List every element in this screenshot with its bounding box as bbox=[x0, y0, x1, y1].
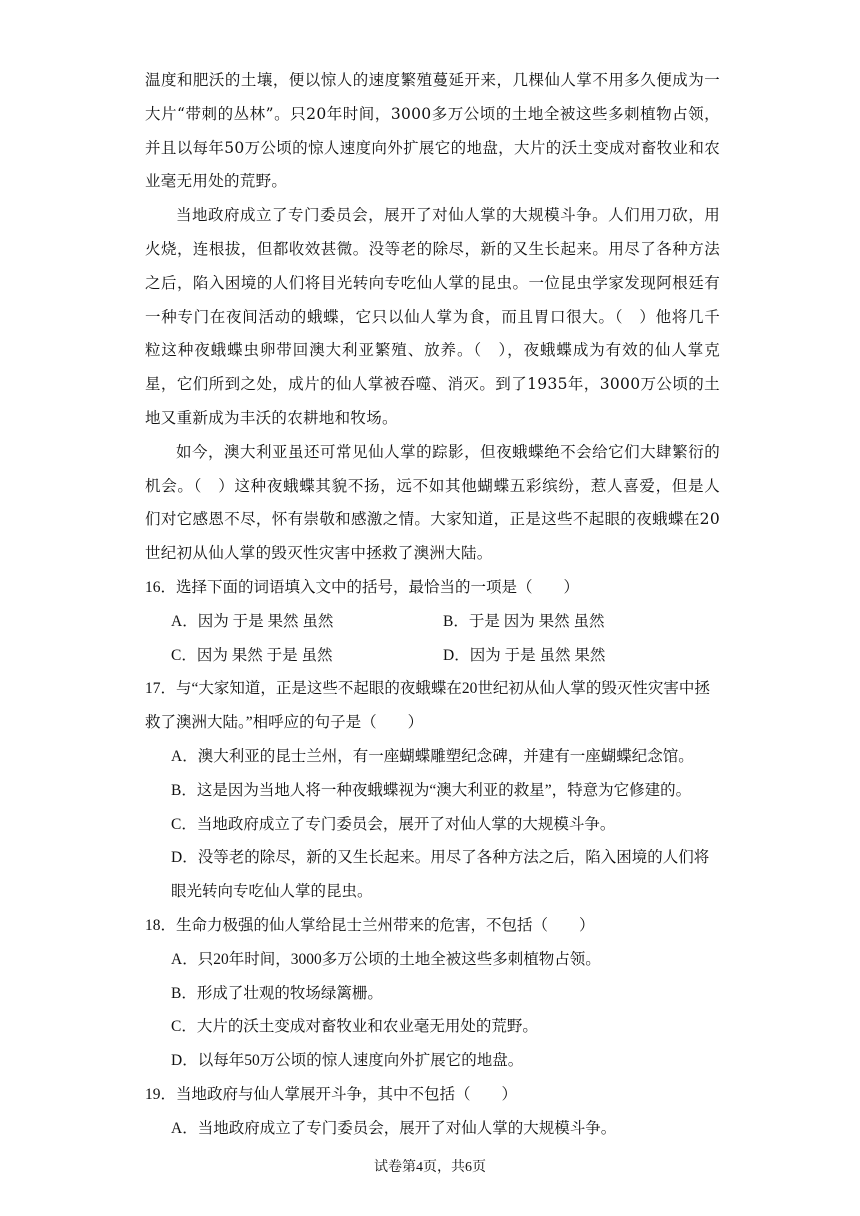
question-17 bbox=[145, 672, 720, 909]
question-19-stem: 19．当地政府与仙人掌展开斗争，其中不包括（ ） bbox=[145, 1085, 518, 1103]
question-17-option-d[interactable]: D．没等老的除尽，新的又生长起来。用尽了各种方法之后，陷入困境的人们将眼光转向专吃仙人掌的昆虫。 bbox=[171, 849, 710, 901]
page-footer: 试卷第4页，共6页 bbox=[374, 1160, 486, 1175]
question-18-option-a[interactable]: A．只20年时间，3000多万公顷的土地全被这些多刺植物占领。 bbox=[171, 950, 601, 968]
question-19-options bbox=[145, 1112, 720, 1146]
question-16-option-b[interactable]: B．于是 因为 果然 虽然 bbox=[443, 612, 605, 630]
question-17-options bbox=[145, 740, 720, 909]
reading-passage bbox=[145, 64, 720, 571]
question-18-stem: 18．生命力极强的仙人掌给昆士兰州带来的危害，不包括（ ） bbox=[145, 916, 595, 934]
question-16-options bbox=[145, 605, 720, 673]
question-17-option-c[interactable]: C．当地政府成立了专门委员会，展开了对仙人掌的大规模斗争。 bbox=[171, 815, 616, 833]
question-18 bbox=[145, 909, 720, 1078]
question-16-option-c[interactable]: C．因为 果然 于是 虽然 bbox=[171, 646, 333, 664]
question-18-option-d[interactable]: D．以每年50万公顷的惊人速度向外扩展它的地盘。 bbox=[171, 1052, 524, 1070]
question-18-option-c[interactable]: C．大片的沃土变成对畜牧业和农业毫无用处的荒野。 bbox=[171, 1018, 538, 1036]
question-16-option-a[interactable]: A．因为 于是 果然 虽然 bbox=[171, 612, 334, 630]
passage-paragraph-2: 当地政府成立了专门委员会，展开了对仙人掌的大规模斗争。人们用刀砍，用火烧，连根拔，但都收效甚微。没等老的除尽，新的又生长起来。用尽了各种方法之后，陷入困境的人们将目光转向专吃仙人掌的昆虫。一位昆虫学家发现阿根廷有一种专门在夜间活动的蛾蝶，它只以仙人掌为食，而且胃口很大。（ ）他将几千粒这种夜蛾蝶虫卵带回澳大利亚繁殖、放养。（ ），夜蛾蝶成为有效的仙人掌克星，它们所到之处，成片的仙人掌被吞噬、消灭。到了1935年，3000万公顷的土地又重新成为丰沃的农耕地和牧场。 bbox=[145, 206, 720, 427]
question-17-option-a[interactable]: A．澳大利亚的昆士兰州，有一座蝴蝶雕塑纪念碑，并建有一座蝴蝶纪念馆。 bbox=[171, 747, 694, 765]
question-19 bbox=[145, 1078, 720, 1146]
question-18-option-b[interactable]: B．形成了壮观的牧场绿篱栅。 bbox=[171, 984, 383, 1002]
question-16-stem: 16．选择下面的词语填入文中的括号，最恰当的一项是（ ） bbox=[145, 578, 580, 596]
question-17-option-b[interactable]: B．这是因为当地人将一种夜蛾蝶视为“澳大利亚的救星”，特意为它修建的。 bbox=[171, 781, 692, 799]
exam-content bbox=[145, 64, 720, 1146]
question-19-option-a[interactable]: A．当地政府成立了专门委员会，展开了对仙人掌的大规模斗争。 bbox=[171, 1119, 617, 1137]
question-17-stem: 17．与“大家知道，正是这些不起眼的夜蛾蝶在20世纪初从仙人掌的毁灭性灾害中拯救了澳洲大陆。”相呼应的句子是（ ） bbox=[145, 680, 710, 732]
question-16-option-d[interactable]: D．因为 于是 虽然 果然 bbox=[443, 646, 606, 664]
question-18-options bbox=[145, 943, 720, 1078]
passage-paragraph-3: 如今，澳大利亚虽还可常见仙人掌的踪影，但夜蛾蝶绝不会给它们大肆繁衍的机会。（ ）这种夜蛾蝶其貌不扬，远不如其他蝴蝶五彩缤纷，惹人喜爱，但是人们对它感恩不尽，怀有崇敬和感激之情。大家知道，正是这些不起眼的夜蛾蝶在20世纪初从仙人掌的毁灭性灾害中拯救了澳洲大陆。 bbox=[145, 442, 720, 563]
passage-paragraph-1: 温度和肥沃的土壤，便以惊人的速度繁殖蔓延开来，几棵仙人掌不用多久便成为一大片“带刺的丛林”。只20年时间，3000多万公顷的土地全被这些多刺植物占领，并且以每年50万公顷的惊人速度向外扩展它的地盘，大片的沃土变成对畜牧业和农业毫无用处的荒野。 bbox=[145, 71, 720, 191]
question-16 bbox=[145, 571, 720, 672]
